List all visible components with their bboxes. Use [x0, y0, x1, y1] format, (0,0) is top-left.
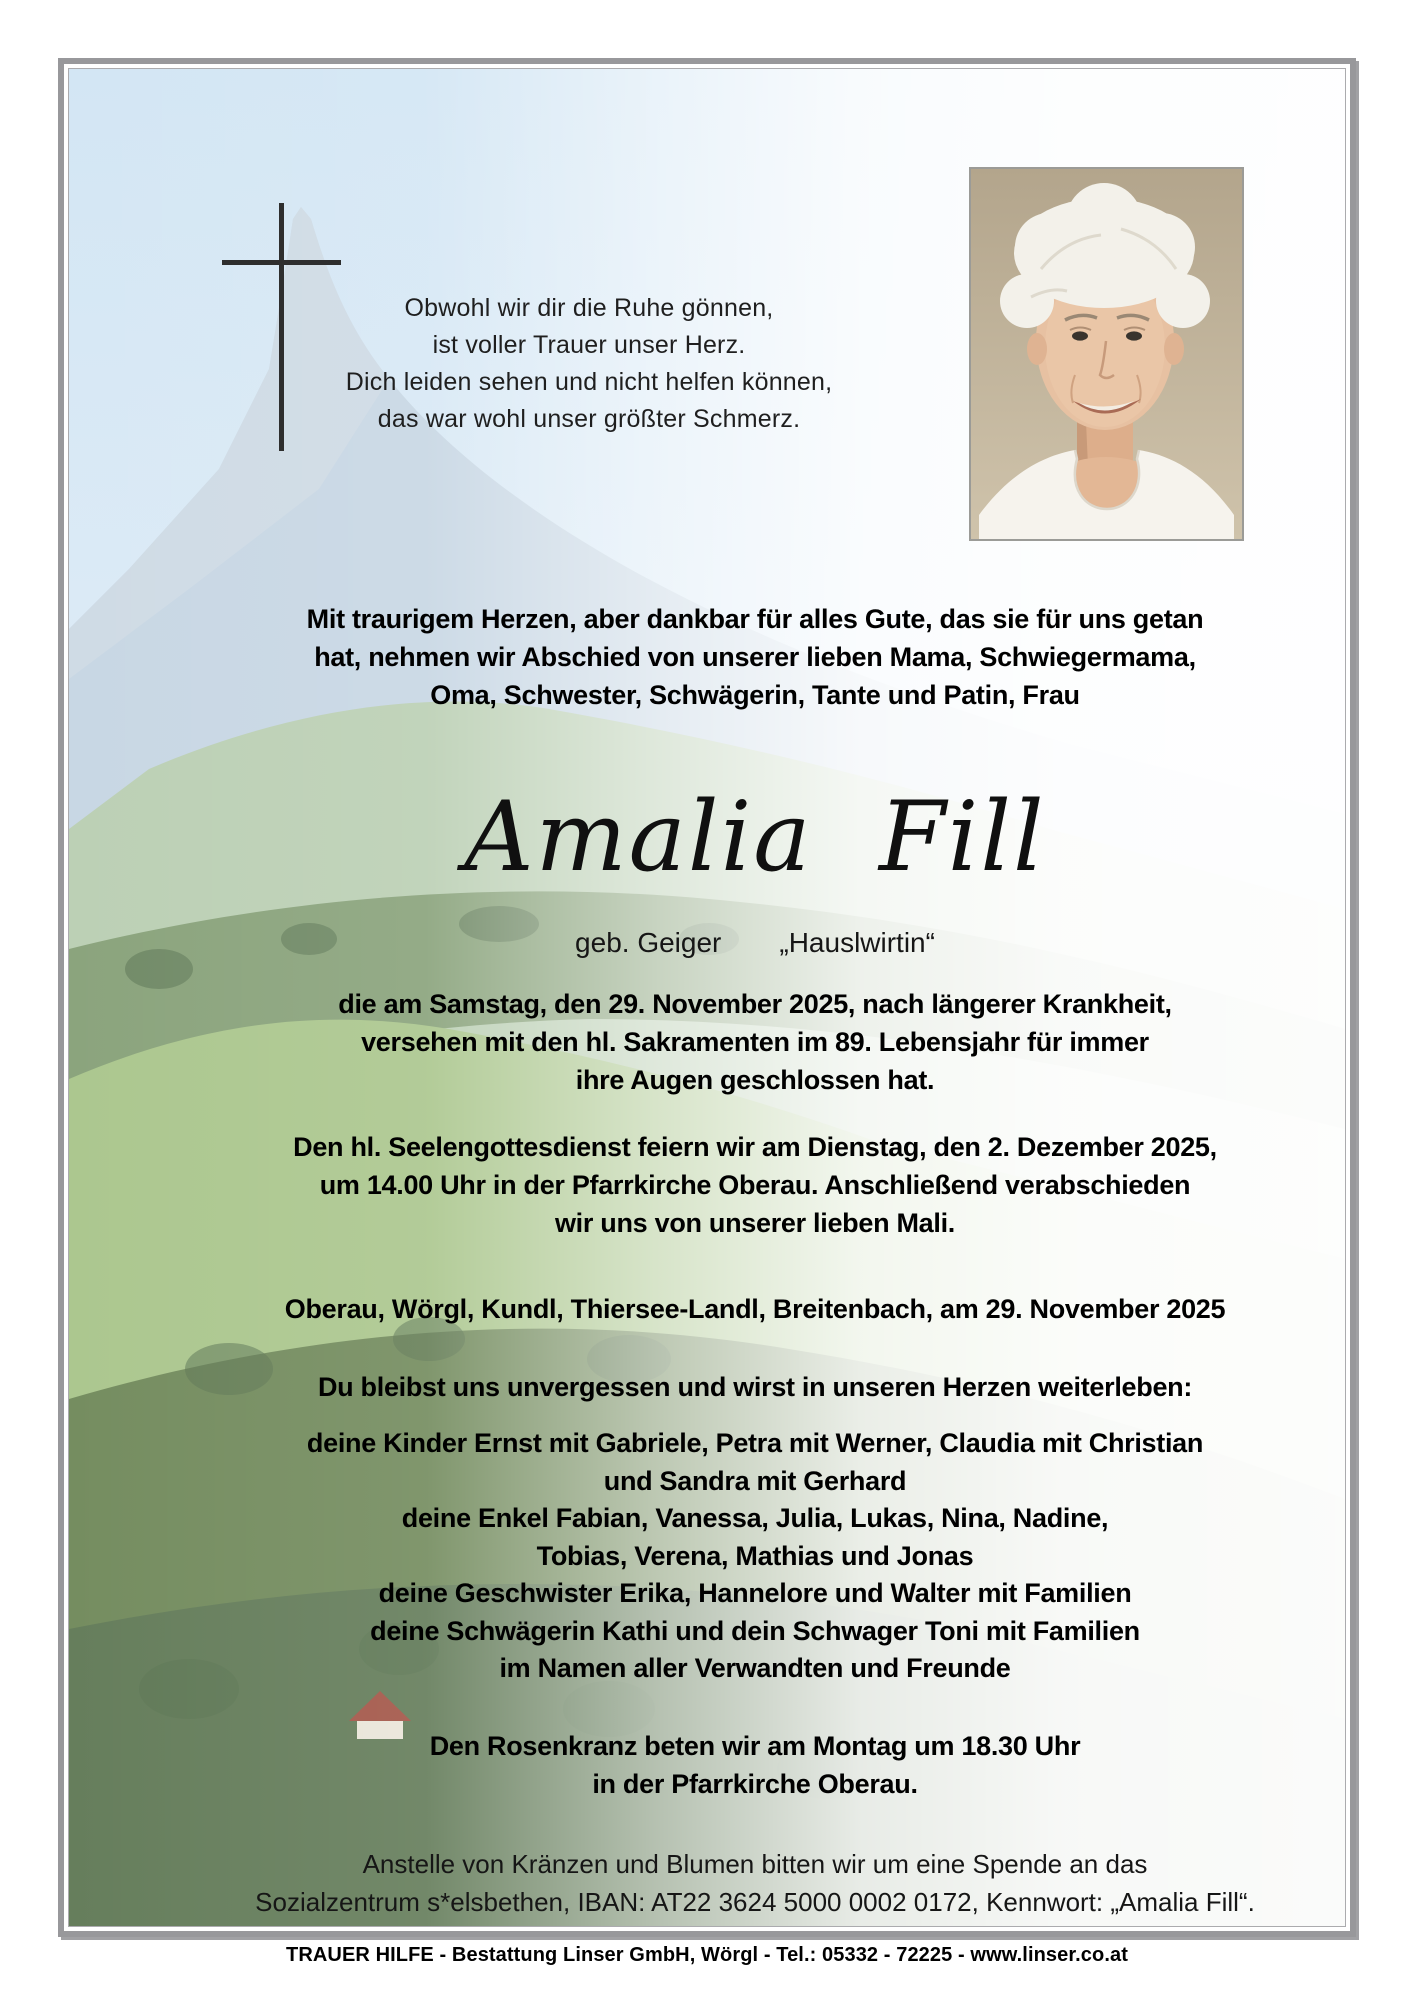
service-line: Den hl. Seelengottesdienst feiern wir am Dienstag, den 2. Dezember 2025, — [293, 1132, 1217, 1162]
intro-line: Oma, Schwester, Schwägerin, Tante und Patin, Frau — [430, 680, 1080, 710]
mourners-line: Tobias, Verena, Mathias und Jonas — [536, 1540, 974, 1571]
deceased-name: Amalia Fill — [464, 781, 1046, 893]
service-paragraph — [69, 1128, 1345, 1242]
cross-icon-horizontal — [222, 260, 341, 265]
intro-paragraph — [69, 600, 1345, 714]
memorial-verse — [209, 290, 969, 438]
death-line: die am Samstag, den 29. November 2025, nach längerer Krankheit, — [338, 989, 1172, 1019]
intro-line: hat, nehmen wir Abschied von unserer lieben Mama, Schwiegermama, — [314, 642, 1196, 672]
donation-paragraph — [69, 1845, 1345, 1921]
service-line: um 14.00 Uhr in der Pfarrkirche Oberau. Anschließend verabschieden — [319, 1170, 1191, 1200]
portrait-photo — [969, 167, 1244, 541]
verse-line: Dich leiden sehen und nicht helfen können, — [345, 368, 833, 396]
verse-line: ist voller Trauer unser Herz. — [432, 331, 746, 359]
verse-line: das war wohl unser größter Schmerz. — [377, 405, 801, 433]
remembrance-line: Du bleibst uns unvergessen und wirst in unseren Herzen weiterleben: — [317, 1372, 1193, 1402]
card-frame — [58, 58, 1356, 1937]
portrait-illustration — [971, 169, 1242, 539]
death-line: versehen mit den hl. Sakramenten im 89. Lebensjahr für immer — [361, 1027, 1149, 1057]
donation-line: Sozialzentrum s*elsbethen, IBAN: AT22 3624 5000 0002 0172, Kennwort: „Amalia Fill“. — [255, 1887, 1255, 1917]
rosary-line: in der Pfarrkirche Oberau. — [592, 1769, 918, 1799]
birth-name: geb. Geiger — [575, 927, 722, 958]
rosary-line: Den Rosenkranz beten wir am Montag um 18.30 Uhr — [429, 1731, 1081, 1761]
service-line: wir uns von unserer lieben Mali. — [554, 1208, 955, 1238]
card-frame-inner — [68, 68, 1346, 1927]
deceased-subline — [69, 927, 1345, 959]
funeral-home-footer: TRAUER HILFE - Bestattung Linser GmbH, Wörgl - Tel.: 05332 - 72225 - www.linser.co.at — [286, 1944, 1128, 1966]
mourners-line: deine Kinder Ernst mit Gabriele, Petra mit Werner, Claudia mit Christian — [306, 1428, 1204, 1458]
mourners-line: deine Enkel Fabian, Vanessa, Julia, Lukas, Nina, Nadine, — [401, 1503, 1109, 1533]
donation-line: Anstelle von Kränzen und Blumen bitten wir um eine Spende an das — [362, 1849, 1148, 1879]
death-line: ihre Augen geschlossen hat. — [575, 1065, 935, 1095]
mourners-line: deine Schwägerin Kathi und dein Schwager Toni mit Familien — [370, 1615, 1140, 1646]
card-content — [69, 69, 1345, 1926]
places-date-line: Oberau, Wörgl, Kundl, Thiersee-Landl, Breitenbach, am 29. November 2025 — [284, 1294, 1226, 1324]
nickname: „Hauslwirtin“ — [779, 927, 935, 958]
mourners-list — [69, 1425, 1345, 1688]
rosary-paragraph — [69, 1727, 1345, 1803]
mourners-line: im Namen aller Verwandten und Freunde — [499, 1653, 1011, 1683]
intro-line: Mit traurigem Herzen, aber dankbar für alles Gute, das sie für uns getan — [306, 604, 1204, 634]
death-paragraph — [69, 985, 1345, 1099]
mourners-line: deine Geschwister Erika, Hannelore und Walter mit Familien — [378, 1578, 1132, 1608]
mourners-line: und Sandra mit Gerhard — [603, 1465, 907, 1496]
verse-line: Obwohl wir dir die Ruhe gönnen, — [404, 294, 774, 322]
